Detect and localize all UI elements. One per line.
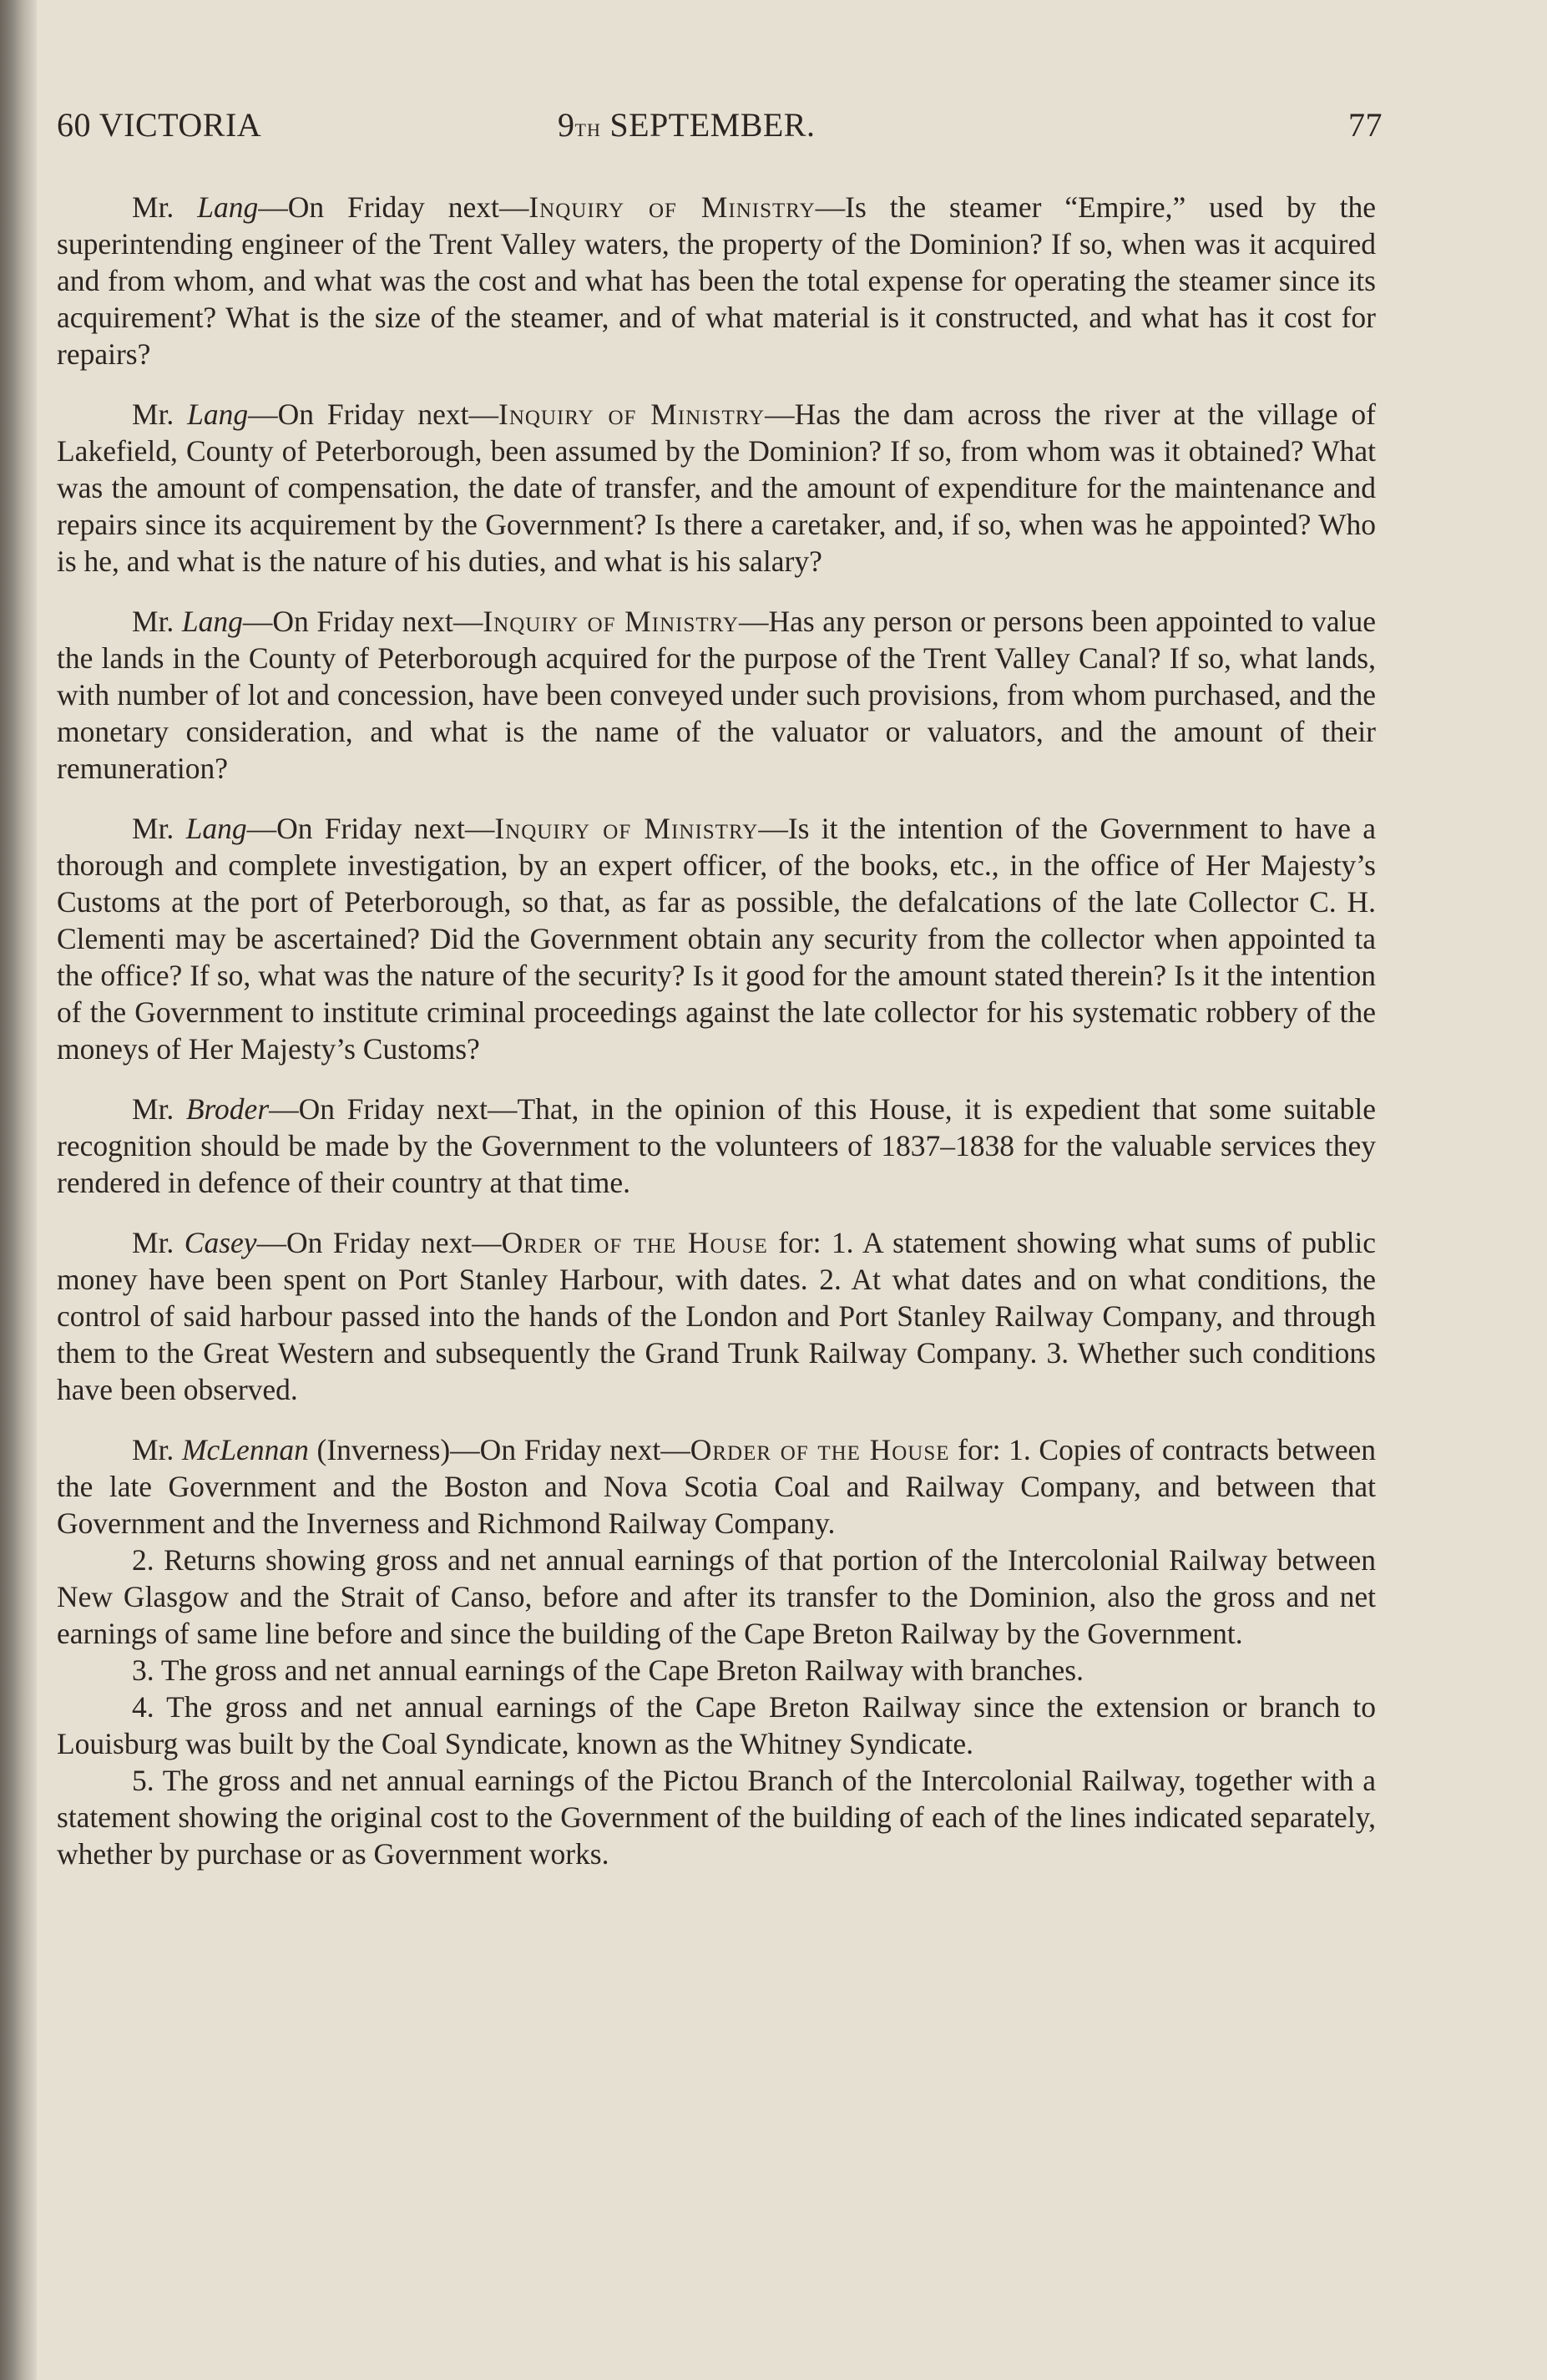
notice-paragraph <box>57 603 1376 787</box>
member-title: Mr. <box>132 398 174 431</box>
page-binding-shadow <box>0 0 37 2380</box>
notice-paragraph <box>57 189 1376 372</box>
member-title: Mr. <box>132 1433 174 1466</box>
member-title: Mr. <box>132 1226 174 1259</box>
member-title: Mr. <box>132 605 174 638</box>
notice-paragraph <box>57 1091 1376 1201</box>
notice-paragraph <box>57 396 1376 580</box>
member-name: Lang <box>187 398 249 431</box>
member-title: Mr. <box>132 1092 174 1126</box>
notice-timing: —On Friday next— <box>269 1092 518 1126</box>
return-item: 2. Returns showing gross and net annual earnings of that portion of the Intercolonial Railway between New Glasgow and the Strait of Canso, before and after its transfer to the Dominion, also the gross and net earnings of same line before and since the building of the Cape Breton Railway by the Government. <box>57 1543 1376 1650</box>
header-day: 9 <box>558 106 575 144</box>
notice-timing: —On Friday next— <box>242 605 483 638</box>
notice-body <box>57 189 1376 1872</box>
return-item: 3. The gross and net annual earnings of the Cape Breton Railway with branches. <box>132 1653 1084 1687</box>
return-item: 5. The gross and net annual earnings of the Pictou Branch of the Intercolonial Railway, together with a statement showing the original cost to the Government of the building of each of the lines indicated separately, whether by purchase or as Government works. <box>57 1764 1376 1871</box>
member-name: McLennan <box>181 1433 309 1466</box>
notice-heading: Order of the House <box>501 1226 768 1259</box>
notice-heading: Order of the House <box>690 1433 950 1466</box>
notice-text: —Has the dam across the river at the village of Lakefield, County of Peterborough, been assumed by the Dominion? If so, from whom was it obtained? What was the amount of compensation, the date of transfer, and the amount of expenditure for the maintenance and repairs since its acquirement by the Government? Is there a caretaker, and, if so, when was he appointed? Who is he, and what is the nature of his duties, and what is his salary? <box>57 398 1376 578</box>
member-name: Lang <box>181 605 243 638</box>
running-header <box>57 105 1383 155</box>
notice-text: for: 1. A statement showing what sums of public money have been spent on Port Stanley Harbour, with dates. 2. At what dates and on what conditions, the control of said harbour passed into the hands of the London and Port Stanley Railway Company, and through them to the Great Western and subsequently the Grand Trunk Railway Company. 3. Whether such conditions have been observed. <box>57 1226 1377 1406</box>
notice-heading: Inquiry of Ministry <box>528 190 816 224</box>
notice-paragraph <box>57 810 1376 1067</box>
member-name: Lang <box>197 190 259 224</box>
notice-timing: —On Friday next— <box>248 398 498 431</box>
notice-text: —Has any person or persons been appointed to value the lands in the County of Peterborough acquired for the purpose of the Trent Valley Canal? If so, what lands, with number of lot and concession, have been conveyed under such provisions, from whom purchased, and the monetary consideration, and what is the name of the valuator or valuators, and the amount of their remuneration? <box>57 605 1376 785</box>
header-month: SEPTEMBER. <box>609 106 816 144</box>
notice-heading: Inquiry of Ministry <box>494 812 759 845</box>
notice-text: —Is the steamer “Empire,” used by the superintending engineer of the Trent Valley waters, the property of the Dominion? If so, when was it acquired and from whom, and what was the cost and what has been the total expense for operating the steamer since its acquirement? What is the size of the steamer, and of what material is it constructed, and what has it cost for repairs? <box>57 190 1376 371</box>
member-name: Lang <box>185 812 247 845</box>
member-name: Broder <box>185 1092 270 1126</box>
notice-heading: Inquiry of Ministry <box>483 605 739 638</box>
notice-timing: —On Friday next— <box>246 812 495 845</box>
notice-paragraph <box>57 1224 1376 1408</box>
notice-timing: —On Friday next— <box>258 190 529 224</box>
header-day-suffix: th <box>574 113 601 142</box>
member-name: Casey <box>184 1226 257 1259</box>
notice-text: That, in the opinion of this House, it is expedient that some suitable recognition should be made by the Government to the volunteers of 1837–1838 for the valuable services they rendered in defence of their country at that time. <box>57 1092 1376 1199</box>
notice-text: for: 1. Copies of contracts between the late Government and the Boston and Nova Scotia Coal and Railway Company, and between that Government and the Inverness and Richmond Railway Company. <box>57 1433 1376 1540</box>
notice-heading: Inquiry of Ministry <box>498 398 766 431</box>
notice-timing: —On Friday next— <box>256 1226 502 1259</box>
return-item: 4. The gross and net annual earnings of the Cape Breton Railway since the extension or branch to Louisburg was built by the Coal Syndicate, known as the Whitney Syndicate. <box>57 1690 1376 1760</box>
member-title: Mr. <box>132 812 174 845</box>
page-number: 77 <box>1348 106 1383 144</box>
header-session: 60 VICTORIA <box>57 106 262 144</box>
notice-paragraph <box>57 1431 1376 1542</box>
notice-timing: (Inverness)—On Friday next— <box>308 1433 690 1466</box>
notice-text: —Is it the intention of the Government to have a thorough and complete investigation, by an expert officer, of the books, etc., in the office of Her Majesty’s Customs at the port of Peterborough, so that, as far as possible, the defalcations of the late Collector C. H. Clementi may be ascertained? Did the Government obtain any security from the collector when appointed ta the office? If so, what was the nature of the security? Is it good for the amount stated therein? Is it the intention of the Government to institute criminal proceedings against the late collector for his systematic robbery of the moneys of Her Majesty’s Customs? <box>57 812 1376 1066</box>
header-date <box>558 105 815 144</box>
member-title: Mr. <box>132 190 174 224</box>
